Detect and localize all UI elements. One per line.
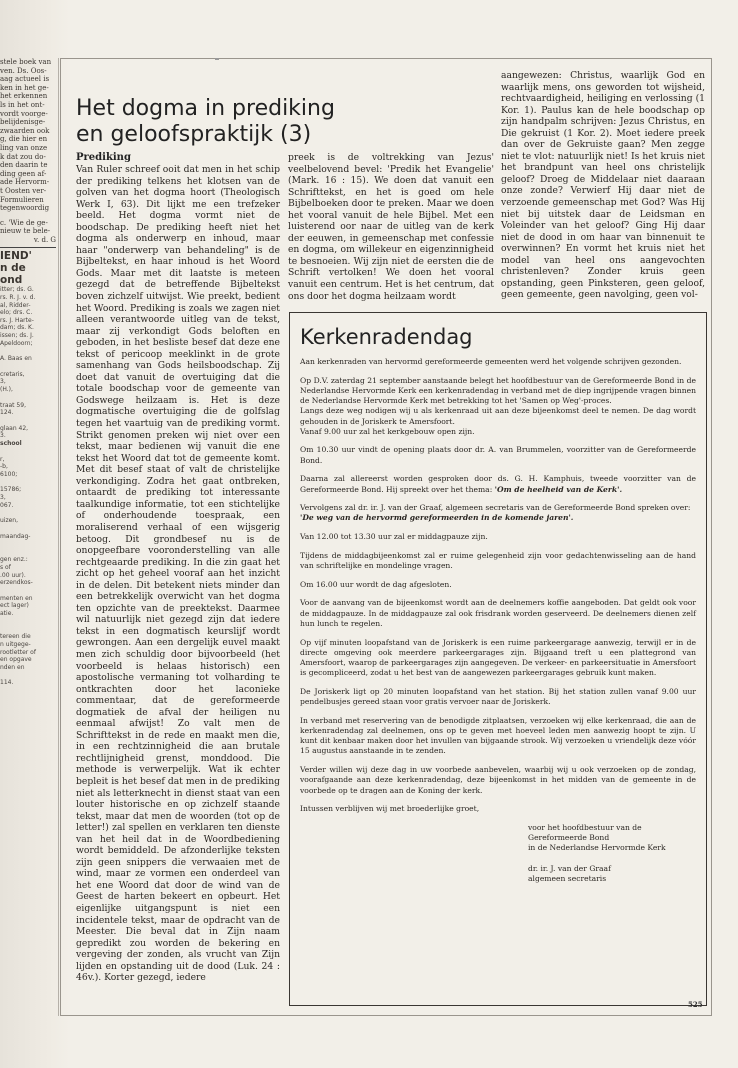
clipped-text-line: g, die hier en [0,135,48,144]
clipped-text-line: belijdenisge- [0,118,46,127]
notice-paragraph: Tijdens de middagbijeenkomst zal er ruime gelegenheid zijn voor gedachtenwisseling aan de hand van schriftelijke en mondelinge vragen. [300,550,696,571]
clipped-text-line: vordt voorge- [0,109,48,118]
clipped-list-line: 15786; [0,486,22,494]
clipped-text-line: v. d. G [33,235,56,244]
clipped-list-line: 114. [0,679,14,687]
clipped-text-line: ding geen af- [0,169,47,178]
clipped-text-line: ls in het ont- [0,100,45,109]
signature-block [528,823,696,884]
clipped-text-line: den daarin te [0,161,48,170]
clipped-list-line: rootletter of [0,648,36,656]
clipped-text-line: k dat zou do- [0,152,46,161]
clipped-list-line: r, [0,455,5,463]
previous-page-column [0,58,56,1018]
signature-name: dr. ir. J. van der Graaf [528,863,611,873]
clipped-list-line: erzendkos- [0,579,33,587]
clipped-text-line: het erkennen [0,92,48,101]
notice-box [289,312,707,1006]
clipped-heading-line: ond [0,274,23,287]
notice-text: Daarna zal allereerst worden gesproken door ds. G. H. Kamphuis, tweede voorzitter van de Gereformeerde Bond. Hij spreekt over het thema: [300,474,696,494]
clipped-list-line: atie. [0,609,14,617]
column-divider [58,58,59,1016]
clipped-list-line: nden en [0,663,25,671]
column-2-text: preek is de voltrekking van Jezus' veelbelovend bevel: 'Predik het Evangelie' (Mark. 16 : 15). We doen dat vanuit een Schrifttekst, en het is goed om hele Bijbelboeken door te preken. Maar we doen het vooral vanuit de hele Bijbel. Met een luisterend oor naar de uitleg van de kerk der eeuwen, in gemeenschap met confessie en dogma, om willekeur en eigenzinnigheid te besnoeien. Wij zijn niet de eersten die de Schrift vertolken! We doen het vooral vanuit een centrum. Het is het centrum, dat ons door het dogma heilzaam wordt [288,152,494,302]
fold-mark [215,58,219,60]
notice-paragraph: Van 12.00 tot 13.30 uur zal er middagpauze zijn. [300,532,488,542]
clipped-text-line: Formulieren [0,195,44,204]
clipped-text-line: aag actueel is [0,75,50,84]
notice-paragraph: Op D.V. zaterdag 21 september aanstaande belegt het hoofdbestuur van de Gereformeerde Bond in de Nederlandse Hervormde Kerk een kerkenradendag in verband met de diep ingrijpende vragen binnen de Nederlandse Hervormde Kerk met betrekking tot het 'Samen op Weg'-proces. [300,375,696,406]
section-heading: Prediking [76,152,131,163]
signature-title: algemeen secretaris [528,873,607,883]
notice-paragraph: Vanaf 9.00 uur zal het kerkgebouw open zijn. [300,426,475,436]
clipped-text-line: stele boek van [0,58,52,66]
clipped-list-line: A. Baas en [0,355,32,363]
clipped-list-line: 124. [0,409,14,417]
notice-paragraph: De Joriskerk ligt op 20 minuten loopafstand van het station. Bij het station zullen vanaf 9.00 uur pendelbusjes gereed staan voor gratis vervoer naar de Joriskerk. [300,686,696,707]
notice-paragraph: Voor de aanvang van de bijeenkomst wordt aan de deelnemers koffie aangeboden. Dat geldt ook voor de middagpauze. In de middagpauze zal ook frisdrank worden geserveerd. De deelnemers dienen zelf hun lunch te regelen. [300,598,696,628]
clipped-list-line: cretaris, [0,370,25,378]
clipped-text-line: t Oosten ver- [0,186,47,195]
notice-paragraph: Om 10.30 uur vindt de opening plaats door dr. A. van Brummelen, voorzitter van de Gereformeerde Bond. [300,445,696,465]
clipped-list-line: -b, [0,463,8,471]
notice-text: Vervolgens zal dr. ir. J. van der Graaf, algemeen secretaris van de Gereformeerde Bond spreken over: [300,503,691,513]
clipped-list-line: elo; drs. C. [0,309,33,317]
notice-paragraph: Om 16.00 uur wordt de dag afgesloten. [300,579,452,589]
clipped-list-line: (H.), [0,386,13,393]
clipped-list-line: en opgave [0,656,32,664]
notice-paragraph: Verder willen wij deze dag in uw voorbede aanbevelen, waarbij wij u ook verzoeken op de zondag, voorafgaande aan deze kerkenradendag, deze bijeenkomst in het midden van de gemeente in de voorbede op te dragen aan de Koning der kerk. [300,765,696,795]
clipped-heading-line: IEND' [0,250,32,263]
clipped-list-line: rs. J. Harte- [0,316,34,324]
signature-line: voor het hoofdbestuur van de [528,822,642,832]
signature-line: in de Nederlandse Hervormde Kerk [528,843,666,853]
clipped-list-line: dam; ds. K. [0,324,34,332]
clipped-text-line: zwaarden ook [0,126,50,135]
clipped-list-line: menten en [0,594,33,602]
clipped-list-line: issen; ds. J. [0,332,34,340]
notice-paragraph: Op vijf minuten loopafstand van de Joriskerk is een ruime parkeergarage aanwezig, terwijl er in de directe omgeving ook meerdere parkeergarages zijn. Bijgaand treft u een plattegrond van Amersfoort, waarop de parkeergarages zijn aangegeven. De verkeer- en parkeersituatie in Amersfoort is gecompliceerd, zodat u het best van de aangewezen parkeergarages gebruik kunt maken. [300,637,696,678]
notice-intro: Aan kerkenraden van hervormd gereformeerde gemeenten werd het volgende schrijven gezonden. [300,357,682,366]
clipped-text-line: ken in het ge- [0,83,49,92]
clipped-list-line: school [0,439,22,447]
clipped-list-line: 3, [0,493,6,501]
clipped-text-line: ven. Ds. Oos- [0,66,47,75]
notice-paragraph [300,503,696,523]
clipped-list-line: al, Ridder- [0,301,31,309]
column-1-text: Van Ruler schreef ooit dat men in het schip der prediking telkens het klotsen van de golven van het dogma hoort (Theologisch Werk I, 63). Dit lijkt me een trefzeker beeld. Het dogma vormt niet de boodschap. De prediking heeft niet het dogma als onderwerp en inhoud, maar haar "onderwerp van behandeling" is de Bijbeltekst, en haar inhoud is het Woord Gods. Maar met dit laatste is meteen gezegd dat de betreffende Bijbeltekst boven zichzelf uitwijst. Wie preekt, bedient het Woord. Prediking is zoals we zagen niet alleen verantwoorde uitleg van de tekst, maar zij verkondigt Gods beloften en geboden, in het besliste besef dat deze ene tekst of pericoop meeklinkt in de grote samenhang van Gods heilsboodschap. Zij doet dat vanuit de overtuiging dat die totale boodschap voor de gemeente van Godswege heilzaam is. Het is deze dogmatische overtuiging die de golfslag tegen het vaartuig van de prediking vormt. Strikt genomen preken wij niet over een tekst, maar bedienen wij vanuit die ene tekst het Woord dat tot de gemeente komt. Met dit besef staat of valt de christelijke verkondiging. Zodra het gaat ontbreken, ontaardt de prediking tot interessante taalkundige informatie, tot een stichtelijke of onderhoudende toespraak, een moraliserend verhaal of een wijsgerig betoog. Dit grondbesef nu is de onopgeefbare vooronderstelling van alle rechtgeaarde prediking. In die zin gaat het zicht op het geheel vooraf aan het inzicht in de delen. Dit betekent niets minder dan een betrekkelijk overwicht van het dogma ten opzichte van de preektekst. Daarmee wil natuurlijk niet gezegd zijn dat iedere tekst in een dogmatisch keurslijf wordt gewrongen. Aan een dergelijk euvel maakt men zich schuldig door bijvoorbeeld (het voorbeeld is helaas historisch) een apostolische vermaning tot volharding te ontkrachten door het laconieke commentaar, dat de gereformeerde dogmatiek de afval der heiligen nu eenmaal afwijst! Zo valt men de Schrifttekst in de rede en maakt men die, in een rechtzinnigheid die aan brutale rechtlijnigheid grenst, monddood. Die methode is verwerpelijk. Wat ik echter bepleit is het besef dat men in de prediking niet als letterknecht in dienst staat van een louter historische en op zichzelf staande tekst, maar dat men de woorden (tot op de letter!) zal spellen en verklaren ten dienste van het heil dat in de Woordbediening wordt bemiddeld. De afzonderlijke teksten zijn geen snippers die verwaaien met de wind, maar ze vormen een onderdeel van het ene Woord dat door de wind van de Geest de harten bekeert en opbeurt. Het eigenlijke uitgangspunt is niet een incidentele tekst, maar de opdracht van de Meester. Die beval dat in Zijn naam gepredikt zou worden de bekering en vergeving der zonden, als vrucht van Zijn lijden en opstanding uit de dood (Luk. 24 : 46v.). Korter gezegd, iedere [76,164,280,984]
clipped-list-line: rs. R. J. v. d. [0,294,36,302]
clipped-heading-line: n de [0,262,26,275]
article-title: Het dogma in prediking en geloofspraktijk (3) [76,96,335,147]
clipped-list-line: 6100; [0,470,18,478]
clipped-text-line: c. 'Wie de ge- [0,218,48,227]
clipped-list-line: tereen die [0,633,31,641]
clipped-list-line: traat 59, [0,401,26,409]
clipped-text-line: tegenwoordig [0,204,50,213]
clipped-list-line: ect lager) [0,602,29,610]
clipped-list-line: uizen, [0,517,19,525]
clipped-list-line: 067. [0,501,14,509]
clipped-text-line: ade Hervorm- [0,178,50,187]
column-3-text: aangewezen: Christus, waarlijk God en waarlijk mens, ons geworden tot wijsheid, rechtvaardigheid, heiliging en verlossing (1 Kor. 1). Paulus kan de hele boodschap op zijn handpalm schrijven: Jezus Christus, en Die gekruist (1 Kor. 2). Moet iedere preek dan over de Gekruiste gaan? Men zegge niet te vlot: natuurlijk niet! Is het kruis niet het brandpunt van heel ons christelijk geloof? Droeg de Middelaar niet daaraan onze zonde? Verwierf Hij daar niet de verzoende gemeenschap met God? Was Hij niet bij uitstek daar de Leidsman en Voleinder van het geloof? Ging Hij daar niet de dood in om haar van binnenuit te overwinnen? En vormt het kruis niet het model van heel ons aangevochten christenleven? Zonder kruis geen opstanding, geen Pinksteren, geen geloof, geen gemeente, geen navolging, geen vol- [501,70,705,301]
clipped-list-line: 3, [0,378,6,386]
notice-paragraph: In verband met reservering van de benodigde zitplaatsen, verzoeken wij elke kerkenraad, die aan de kerkenradendag zal deelnemen, ons op te geven met hoeveel leden men aanwezig hoopt te zijn. U kunt dit kenbaar maken door het invullen van bijgaande strook. Wij verzoeken u vriendelijk deze vóór 15 augustus aanstaande in te zenden. [300,715,696,756]
clipped-list-line: maandag- [0,532,31,540]
theme-title: 'De weg van de hervormd gereformeerden in de komende jaren'. [300,513,574,523]
clipped-list-line: itter; ds. G. [0,286,34,294]
article-column-1 [76,164,280,984]
article-column-2 [288,152,494,302]
clipped-list-line: n uitgege- [0,641,31,649]
clipped-list-line: 3. [0,432,6,440]
clipped-list-line: s of [0,563,11,571]
previous-page-list [0,286,56,687]
page-number: 525 [688,1000,703,1009]
notice-title: Kerkenradendag [300,325,473,349]
clipped-text-line: nieuw te bele- [0,227,51,236]
article-column-3 [501,70,705,301]
clipped-list-line: Apeldoorn; [0,339,33,347]
clipped-rule [0,247,56,248]
clipped-list-line: .00 uur). [0,571,26,579]
notice-paragraph: Langs deze weg nodigen wij u als kerkenraad uit aan deze bijeenkomst deel te nemen. De dag wordt gehouden in de Joriskerk te Amersfoort. [300,406,696,426]
theme-title: 'Om de heelheid van de Kerk'. [494,484,623,494]
notice-closing: Intussen verblijven wij met broederlijke groet, [300,804,480,814]
clipped-text-line: ling van onze [0,143,48,152]
notice-paragraph [300,474,696,494]
clipped-list-line: glaan 42, [0,424,29,432]
clipped-list-line: gen enz.: [0,556,28,564]
signature-line: Gereformeerde Bond [528,833,610,843]
